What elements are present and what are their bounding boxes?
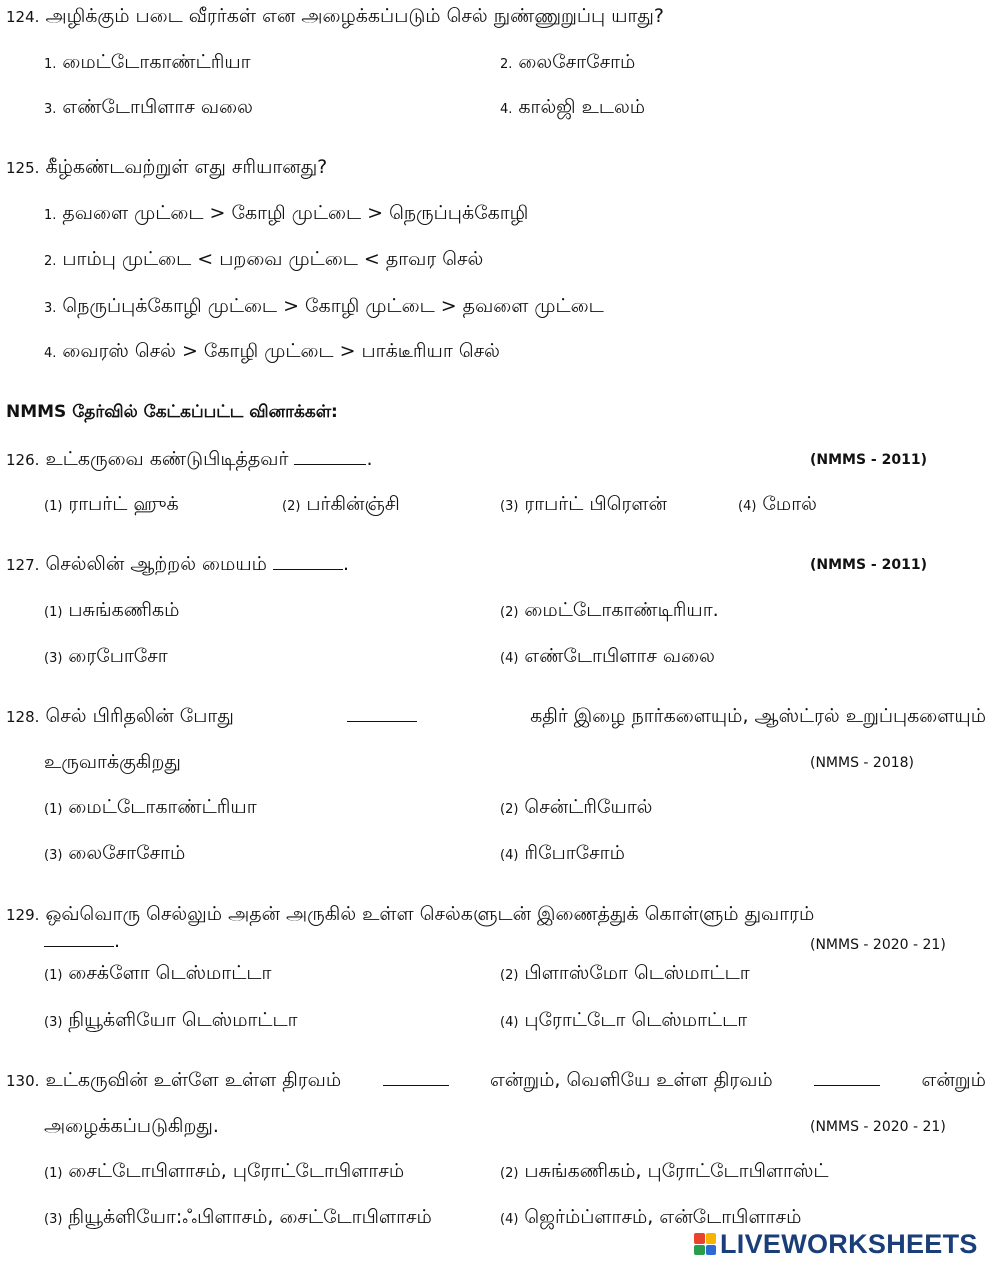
option: 2. பாம்பு முட்டை < பறவை முட்டை < தாவர செல் [44,248,484,270]
answer-blank [814,1084,880,1086]
option: 1. மைட்டோகாண்ட்ரியா [44,51,251,73]
option: (1) மைட்டோகாண்ட்ரியா [44,796,257,818]
option: (4) மோல் [738,493,817,515]
answer-blank [273,568,343,570]
answer-blank [294,463,366,465]
answer-blank [347,720,417,722]
option: (2) பசுங்கணிகம், புரோட்டோபிளாஸ்ட் [500,1160,829,1182]
question-line-2: அழைக்கப்படுகிறது. [44,1115,219,1137]
option: (1) சைக்ளோ டெஸ்மாட்டா [44,962,272,984]
question-text: அழிக்கும் படை வீரர்கள் என அழைக்கப்படும் செல் நுண்ணுறுப்பு யாது? [45,5,664,27]
source-tag: (NMMS - 2020 - 21) [810,937,946,953]
question-127: 127. செல்லின் ஆற்றல் மையம் . [6,553,349,575]
source-tag: (NMMS - 2011) [810,452,927,468]
source-tag: (NMMS - 2018) [810,755,915,771]
question-number: 124. [6,8,40,26]
option: (2) பிளாஸ்மோ டெஸ்மாட்டா [500,962,750,984]
option: (4) புரோட்டோ டெஸ்மாட்டா [500,1009,748,1031]
option: (1) ராபர்ட் ஹுக் [44,493,179,515]
logo-text: LIVEWORKSHEETS [720,1228,978,1259]
option: (3) ராபர்ட் பிரௌன் [500,493,667,515]
question-128: 128. செல் பிரிதலின் போது கதிர் இழை நார்களையும், ஆஸ்ட்ரல் உறுப்புகளையும் [6,705,986,727]
source-tag: (NMMS - 2020 - 21) [810,1119,946,1135]
question-124 [6,5,664,30]
logo-icon [694,1233,716,1255]
option: (3) ரைபோசோ [44,645,168,667]
question-line-2: . [44,930,120,952]
question-126: 126. உட்கருவை கண்டுபிடித்தவர் . [6,448,373,470]
option: (1) சைட்டோபிளாசம், புரோட்டோபிளாசம் [44,1160,405,1182]
option: (4) ஜெர்ம்ப்ளாசம், என்டோபிளாசம் [500,1206,802,1228]
option: 3. எண்டோபிளாச வலை [44,96,253,118]
question-number: 125. [6,159,40,177]
question-125 [6,156,327,181]
option: (3) நியூக்ளியோ:ஃபிளாசம், சைட்டோபிளாசம் [44,1206,432,1228]
option: (2) பர்கின்ஞ்சி [282,493,400,515]
question-129: 129. ஒவ்வொரு செல்லும் அதன் அருகில் உள்ள செல்களுடன் இணைத்துக் கொள்ளும் துவாரம் [6,903,815,925]
question-130: 130. உட்கருவின் உள்ளே உள்ள திரவம் என்றும், வெளியே உள்ள திரவம் என்றும் [6,1069,986,1091]
section-title: NMMS தேர்வில் கேட்கப்பட்ட வினாக்கள்: [6,402,338,422]
answer-blank [44,945,114,947]
source-tag: (NMMS - 2011) [810,557,927,573]
option: 1. தவளை முட்டை > கோழி முட்டை > நெருப்புக்கோழி [44,202,529,224]
option: 3. நெருப்புக்கோழி முட்டை > கோழி முட்டை > தவளை முட்டை [44,295,604,317]
answer-blank [383,1084,449,1086]
option: (4) எண்டோபிளாச வலை [500,645,715,667]
option: (3) நியூக்ளியோ டெஸ்மாட்டா [44,1009,298,1031]
option: 4. வைரஸ் செல் > கோழி முட்டை > பாக்டீரியா செல் [44,340,500,362]
option: 2. லைசோசோம் [500,51,636,73]
question-line-2: உருவாக்குகிறது [44,751,181,773]
option: (1) பசுங்கணிகம் [44,599,180,621]
liveworksheets-logo[interactable] [694,1228,978,1260]
option: 4. கால்ஜி உடலம் [500,96,646,118]
option: (4) ரிபோசோம் [500,842,625,864]
option: (3) லைசோசோம் [44,842,186,864]
option: (2) மைட்டோகாண்டிரியா. [500,599,719,621]
option: (2) சென்ட்ரியோல் [500,796,653,818]
question-text: கீழ்கண்டவற்றுள் எது சரியானது? [45,156,328,178]
